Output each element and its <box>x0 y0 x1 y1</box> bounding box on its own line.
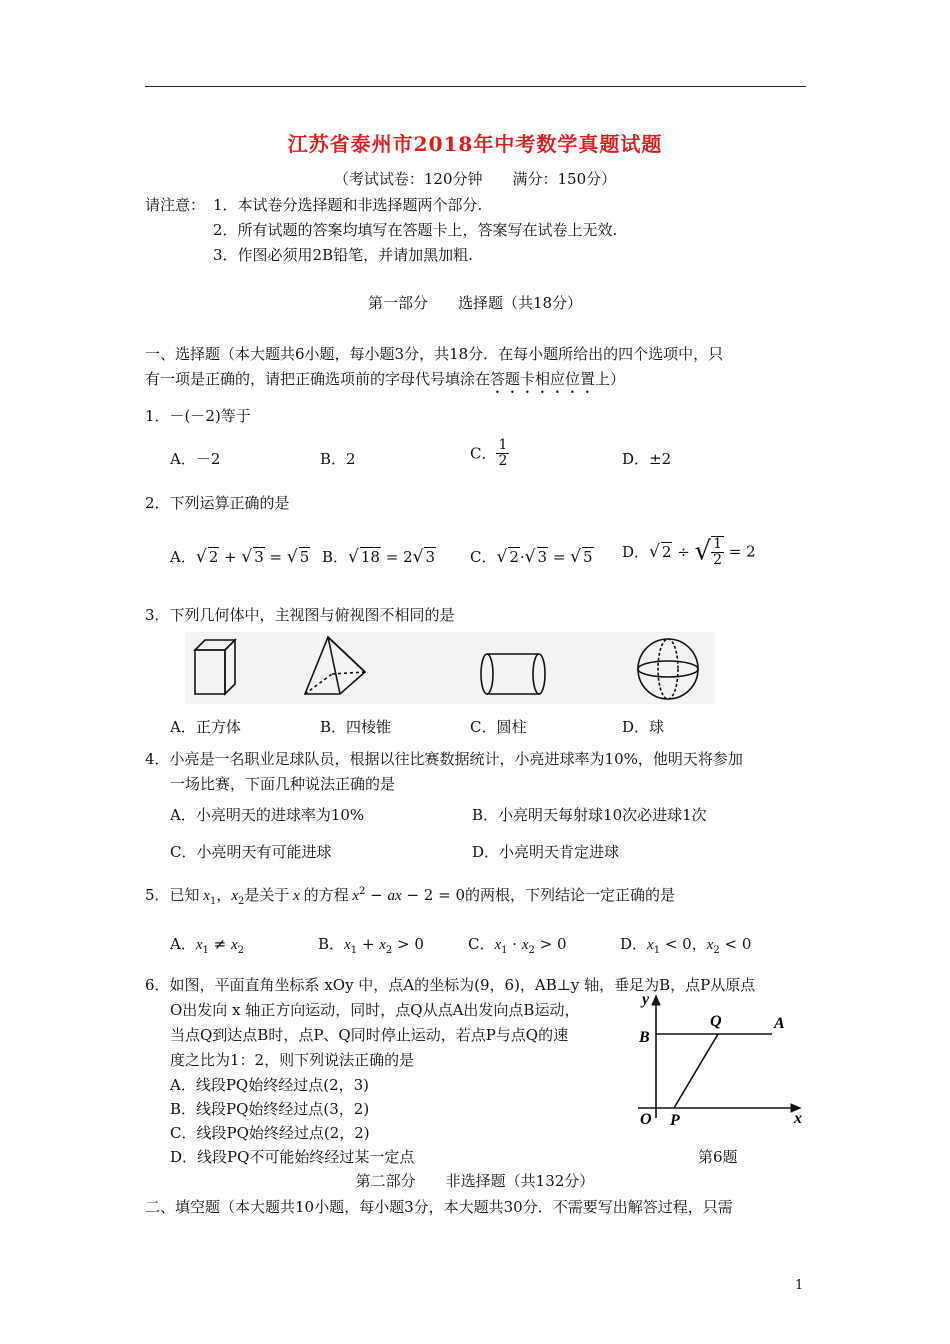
label-y: y <box>642 991 650 1008</box>
q6-line1: 6．如图，平面直角坐标系 xOy 中，点A的坐标为(9，6)，AB⊥y 轴，垂足为B，点P从原点 <box>145 976 756 994</box>
q2-option-b: B．√ 18 = 2√ 3 <box>322 547 436 567</box>
q4-option-b: B．小亮明天每射球10次必进球1次 <box>472 806 707 824</box>
label-p: P <box>670 1112 680 1129</box>
notice-item-2: 2．所有试题的答案均填写在答题卡上，答案写在试卷上无效. <box>213 221 618 239</box>
q3-solids-figure <box>185 632 715 704</box>
page-title: 江苏省泰州市2018年中考数学真题试题 <box>287 132 663 156</box>
label-b: B <box>639 1029 650 1046</box>
segment-pq <box>674 1034 718 1108</box>
q1-option-c: C． $\frac{1}{2}$ <box>470 437 508 469</box>
q6-coordinate-figure <box>630 990 810 1130</box>
q5-option-b: B．$x_1 + x_2 > 0$ <box>318 935 424 956</box>
notice-label: 请注意： <box>145 196 206 214</box>
top-rule <box>145 86 806 87</box>
q6-line3: 当点Q到达点B时，点P、Q同时停止运动，若点P与点Q的速 <box>170 1026 569 1044</box>
section2-line1: 二、填空题（本大题共10小题，每小题3分，本大题共30分．不需要写出解答过程，只需 <box>145 1198 733 1216</box>
q4-option-d: D．小亮明天肯定进球 <box>472 843 620 861</box>
label-x: x <box>794 1110 802 1127</box>
q6-line4: 度之比为1：2，则下列说法正确的是 <box>170 1051 415 1069</box>
q5-option-a: A．$x_1 \ne x_2$ <box>170 935 245 956</box>
q1-stem: 1．－(－2)等于 <box>145 407 251 425</box>
exam-info: （考试试卷：120分钟 满分：150分） <box>333 170 617 188</box>
q3-option-b: B．四棱锥 <box>320 718 392 736</box>
page-number: 1 <box>795 1278 804 1293</box>
notice-item-3: 3．作图必须用2B铅笔，并请加黑加粗. <box>213 246 473 264</box>
q3-option-c: C．圆柱 <box>470 718 527 736</box>
q6-option-b: B．线段PQ始终经过点(3，2) <box>170 1100 370 1118</box>
figure-background <box>185 632 715 704</box>
q3-option-d: D．球 <box>622 718 665 736</box>
q6-option-a: A．线段PQ始终经过点(2，3) <box>170 1076 370 1094</box>
q1-option-b: B．2 <box>320 450 356 468</box>
q6-option-c: C．线段PQ始终经过点(2，2) <box>170 1124 370 1142</box>
q4-line1: 4．小亮是一名职业足球队员，根据以往比赛数据统计，小亮进球率为10%，他明天将参加 <box>145 750 743 768</box>
q6-figure-caption: 第6题 <box>698 1148 738 1166</box>
q4-option-a: A．小亮明天的进球率为10% <box>170 806 365 824</box>
q1-option-d: D．±2 <box>622 450 672 468</box>
q4-line2: 一场比赛，下面几种说法正确的是 <box>170 775 396 793</box>
q5-option-d: D．$x_1 < 0$，$x_2 < 0$ <box>620 935 752 956</box>
q3-stem: 3．下列几何体中，主视图与俯视图不相同的是 <box>145 606 455 624</box>
q6-line2: O出发向 x 轴正方向运动，同时，点Q从点A出发向点B运动， <box>170 1001 580 1019</box>
part2-heading: 第二部分 非选择题（共132分） <box>355 1172 595 1190</box>
section1-line2: 有一项是正确的，请把正确选项前的字母代号填涂在答题卡相应位置上） <box>145 370 626 388</box>
q2-option-a: A．√ 2 + √ 3 = √ 5 <box>170 547 310 567</box>
q5-stem: 5．已知 $x_1$，$x_2$是关于 x 的方程 $x^2$ − ax − 2 = 0的两根，下列结论一定正确的是 <box>145 886 675 907</box>
q2-option-c: C．√ 2·√ 3 = √ 5 <box>470 547 593 567</box>
q5-option-c: C．$x_1 \cdot x_2 > 0$ <box>468 935 567 956</box>
label-o: O <box>640 1111 652 1128</box>
q4-option-c: C．小亮明天有可能进球 <box>170 843 332 861</box>
part1-heading: 第一部分 选择题（共18分） <box>367 294 583 312</box>
section1-line1: 一、选择题（本大题共6小题，每小题3分，共18分．在每小题所给出的四个选项中，只 <box>145 345 724 363</box>
q6-option-d: D．线段PQ不可能始终经过某一定点 <box>170 1148 415 1166</box>
q2-option-d: D．√ 2 ÷ √ $\frac{1}{2}$ = 2 <box>622 536 756 568</box>
q1-option-a: A．－2 <box>170 450 221 468</box>
label-q: Q <box>710 1013 722 1030</box>
q2-stem: 2．下列运算正确的是 <box>145 494 290 512</box>
label-a: A <box>774 1015 785 1032</box>
notice-item-1: 1．本试卷分选择题和非选择题两个部分. <box>213 196 483 214</box>
q3-option-a: A．正方体 <box>170 718 241 736</box>
